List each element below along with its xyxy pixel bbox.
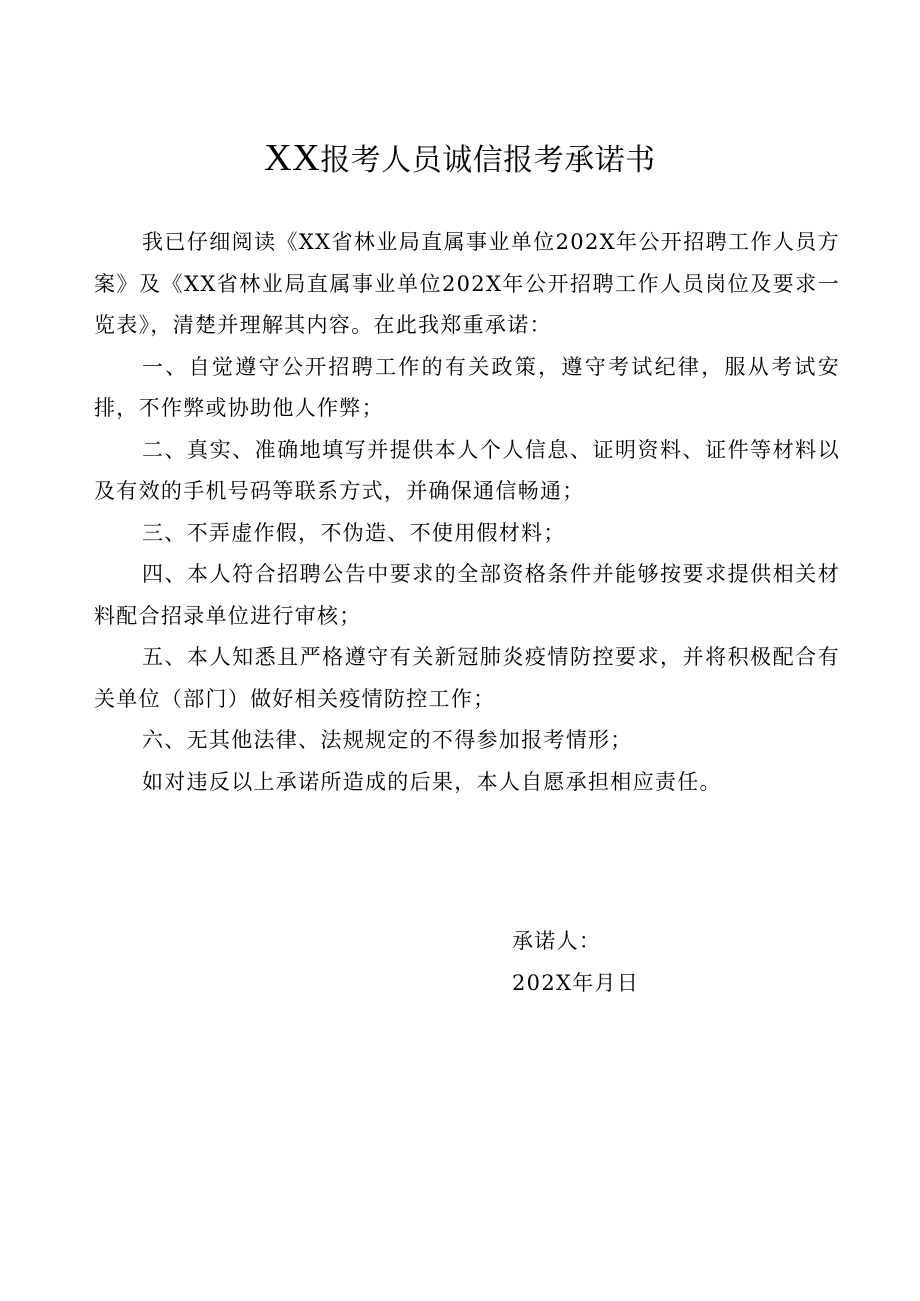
pledge-item-2: 二、真实、准确地填写并提供本人个人信息、证明资料、证件等材料以及有效的手机号码等联系方式，并确保通信畅通； bbox=[94, 437, 840, 503]
pledge-item-6: 六、无其他法律、法规规定的不得参加报考情形； bbox=[142, 728, 633, 752]
pledge-item-3: 三、不弄虚作假，不伪造、不使用假材料； bbox=[142, 520, 566, 545]
pledge-item-1: 一、自觉遵守公开招聘工作的有关政策，遵守考试纪律，服从考试安排，不作弊或协助他人作弊； bbox=[94, 354, 840, 420]
pledge-item-5: 五、本人知悉且严格遵守有关新冠肺炎疫情防控要求，并将积极配合有关单位（部门）做好相关疫情防控工作； bbox=[94, 645, 840, 711]
date-label: 202X年月日 bbox=[512, 971, 640, 995]
title-prefix: XX bbox=[264, 137, 321, 179]
title-main: 报考人员诚信报考承诺书 bbox=[320, 143, 656, 178]
intro-paragraph: 我已仔细阅读《XX省林业局直属事业单位202X年公开招聘工作人员方案》及《XX省林业局直属事业单位202X年公开招聘工作人员岗位及要求一览表》，清楚并理解其内容。在此我郑重承诺： bbox=[94, 230, 840, 337]
closing-paragraph: 如对违反以上承诺所造成的后果，本人自愿承担相应责任。 bbox=[142, 769, 722, 794]
document-body bbox=[94, 222, 840, 803]
document-title bbox=[0, 134, 920, 185]
signer-label: 承诺人： bbox=[512, 929, 602, 953]
signature-block bbox=[512, 920, 812, 1004]
pledge-item-4: 四、本人符合招聘公告中要求的全部资格条件并能够按要求提供相关材料配合招录单位进行审核； bbox=[94, 562, 840, 628]
